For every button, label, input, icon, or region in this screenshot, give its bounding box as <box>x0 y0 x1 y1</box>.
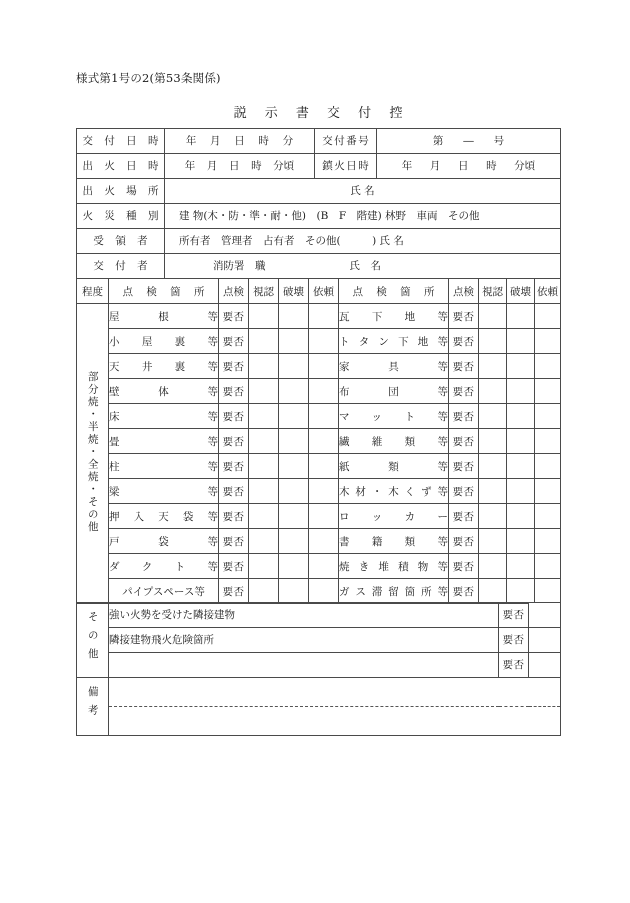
inspection-yesno-right[interactable] <box>449 479 479 504</box>
col-check-left: 点検 <box>219 279 249 304</box>
inspection-visual-right[interactable] <box>479 329 507 354</box>
inspection-destroy-left[interactable] <box>279 404 309 429</box>
inspection-item-left <box>109 479 219 504</box>
inspection-request-left[interactable] <box>309 529 339 554</box>
field-fire-type[interactable]: 建 物(木・防・準・耐・他) (B F 階建) 林野 車両 その他 <box>165 204 561 229</box>
inspection-yesno-left[interactable] <box>219 329 249 354</box>
extinguish-day: 日 <box>457 159 469 172</box>
inspection-row <box>77 554 561 579</box>
col-request-right: 依頼 <box>535 279 561 304</box>
inspection-destroy-left[interactable] <box>279 429 309 454</box>
inspection-item-left-text: 天井裏等 <box>109 360 218 373</box>
inspection-destroy-right[interactable] <box>507 404 535 429</box>
inspection-request-right[interactable] <box>535 379 561 404</box>
inspection-row <box>77 354 561 379</box>
other-row-1 <box>77 603 561 628</box>
col-visual-left: 視認 <box>249 279 279 304</box>
inspection-request-left[interactable] <box>309 554 339 579</box>
inspection-destroy-right[interactable] <box>507 329 535 354</box>
label-other-text: その他 <box>86 610 99 667</box>
inspection-item-right <box>339 504 449 529</box>
inspection-yesno-right-text: 要否 <box>452 460 475 473</box>
inspection-item-right <box>339 354 449 379</box>
inspection-request-left[interactable] <box>309 404 339 429</box>
inspection-item-left-text: 柱等 <box>109 460 218 473</box>
ignition-month: 月 <box>206 159 218 172</box>
inspection-visual-left[interactable] <box>249 429 279 454</box>
inspection-visual-left[interactable] <box>249 504 279 529</box>
field-ignition-datetime[interactable] <box>165 154 315 179</box>
inspection-yesno-right-text: 要否 <box>452 585 475 598</box>
inspection-item-right <box>339 554 449 579</box>
inspection-item-left <box>109 379 219 404</box>
inspection-item-right-text: ロッカー <box>339 510 448 523</box>
inspection-destroy-right[interactable] <box>507 379 535 404</box>
inspection-visual-right[interactable] <box>479 579 507 604</box>
row-ignition-place <box>77 179 561 204</box>
inspection-item-right-text: 布団等 <box>339 385 448 398</box>
inspection-yesno-right-text: 要否 <box>452 385 475 398</box>
inspection-yesno-left[interactable] <box>219 504 249 529</box>
col-destroy-right: 破壊 <box>507 279 535 304</box>
inspection-yesno-left[interactable] <box>219 579 249 604</box>
inspection-visual-left[interactable] <box>249 379 279 404</box>
inspection-request-right[interactable] <box>535 304 561 329</box>
inspection-destroy-left[interactable] <box>279 504 309 529</box>
ignition-hour: 時 <box>251 159 262 172</box>
inspection-visual-left[interactable] <box>249 579 279 604</box>
inspection-item-right-text: 繊維類等 <box>339 435 448 448</box>
inspection-item-left <box>109 579 219 604</box>
field-issue-number[interactable] <box>377 129 561 154</box>
inspection-visual-right[interactable] <box>479 379 507 404</box>
field-recipient[interactable]: 所有者 管理者 占有者 その他( ) 氏 名 <box>165 229 561 254</box>
issue-minute: 分 <box>282 134 294 147</box>
extinguish-minute: 分頃 <box>514 159 536 172</box>
inspection-item-right-text: ガス滞留箇所等 <box>339 585 448 598</box>
inspection-yesno-right-text: 要否 <box>452 535 475 548</box>
inspection-yesno-left-text: 要否 <box>222 435 245 448</box>
inspection-destroy-right[interactable] <box>507 554 535 579</box>
inspection-item-right-text: マット等 <box>339 410 448 423</box>
inspection-visual-right[interactable] <box>479 304 507 329</box>
other-text-2[interactable]: 隣接建物飛火危険箇所 <box>109 628 499 653</box>
col-check-right: 点検 <box>449 279 479 304</box>
inspection-item-left-text: 壁体等 <box>109 385 218 398</box>
inspection-destroy-right[interactable] <box>507 454 535 479</box>
inspection-request-right[interactable] <box>535 354 561 379</box>
ignition-day: 日 <box>228 159 240 172</box>
inspection-item-left <box>109 354 219 379</box>
inspection-request-right[interactable] <box>535 504 561 529</box>
inspection-destroy-right[interactable] <box>507 479 535 504</box>
inspection-yesno-right[interactable] <box>449 329 479 354</box>
inspection-destroy-left[interactable] <box>279 304 309 329</box>
inspection-destroy-right[interactable] <box>507 304 535 329</box>
inspection-item-right <box>339 479 449 504</box>
inspection-destroy-right[interactable] <box>507 354 535 379</box>
inspection-item-left <box>109 304 219 329</box>
inspection-item-right-text: 瓦下地等 <box>339 310 448 323</box>
inspection-yesno-right[interactable] <box>449 504 479 529</box>
inspection-row <box>77 379 561 404</box>
inspection-request-right[interactable] <box>535 404 561 429</box>
inspection-yesno-left-text: 要否 <box>222 385 245 398</box>
inspection-item-right-text: 家具等 <box>339 360 448 373</box>
inspection-destroy-right[interactable] <box>507 579 535 604</box>
inspection-item-right-text: 焼き堆積物等 <box>339 560 448 573</box>
inspection-visual-left[interactable] <box>249 304 279 329</box>
degree-cell <box>77 304 109 604</box>
inspection-yesno-left-text: 要否 <box>222 585 245 598</box>
col-place-right: 点 検 箇 所 <box>339 279 449 304</box>
inspection-request-left[interactable] <box>309 354 339 379</box>
inspection-request-right[interactable] <box>535 579 561 604</box>
inspection-yesno-left[interactable] <box>219 379 249 404</box>
other-text-1[interactable]: 強い火勢を受けた隣接建物 <box>109 603 499 628</box>
inspection-yesno-right-text: 要否 <box>452 485 475 498</box>
label-remarks-text: 備考 <box>86 686 99 724</box>
other-yesno-2[interactable]: 要否 <box>499 628 529 653</box>
col-degree: 程度 <box>77 279 109 304</box>
inspection-yesno-right[interactable] <box>449 429 479 454</box>
label-recipient: 受 領 者 <box>77 229 165 254</box>
inspection-yesno-left-text: 要否 <box>222 335 245 348</box>
inspection-item-left <box>109 529 219 554</box>
label-remarks-section <box>77 678 109 736</box>
inspection-visual-right[interactable] <box>479 454 507 479</box>
inspection-visual-left[interactable] <box>249 404 279 429</box>
inspection-item-right <box>339 579 449 604</box>
inspection-item-left-text: 屋根等 <box>109 310 218 323</box>
inspection-yesno-right-text: 要否 <box>452 335 475 348</box>
inspection-visual-right[interactable] <box>479 554 507 579</box>
header-table <box>76 128 561 279</box>
inspection-visual-left[interactable] <box>249 529 279 554</box>
inspection-item-right <box>339 454 449 479</box>
inspection-request-left[interactable] <box>309 454 339 479</box>
inspection-item-right <box>339 329 449 354</box>
inspection-yesno-left[interactable] <box>219 554 249 579</box>
inspection-yesno-right-text: 要否 <box>452 360 475 373</box>
inspection-destroy-left[interactable] <box>279 354 309 379</box>
inspection-item-left-text: 押入天袋等 <box>109 510 218 523</box>
label-extinguish-datetime: 鎮火日時 <box>315 154 377 179</box>
inspection-yesno-left-text: 要否 <box>222 560 245 573</box>
inspection-yesno-right[interactable] <box>449 554 479 579</box>
inspection-item-right <box>339 379 449 404</box>
field-extinguish-datetime[interactable] <box>377 154 561 179</box>
inspection-visual-left[interactable] <box>249 329 279 354</box>
inspection-visual-right[interactable] <box>479 354 507 379</box>
inspection-row <box>77 454 561 479</box>
other-blank-1[interactable] <box>529 603 561 628</box>
inspection-destroy-left[interactable] <box>279 379 309 404</box>
inspection-item-right-text: トタン下地等 <box>339 335 448 348</box>
col-place-left: 点 検 箇 所 <box>109 279 219 304</box>
inspection-destroy-left[interactable] <box>279 454 309 479</box>
issue-month: 月 <box>210 134 221 147</box>
inspection-destroy-left[interactable] <box>279 329 309 354</box>
inspection-yesno-right[interactable] <box>449 379 479 404</box>
inspection-request-left[interactable] <box>309 479 339 504</box>
inspection-item-left <box>109 504 219 529</box>
inspection-row <box>77 479 561 504</box>
inspection-item-right-text: 書籍類等 <box>339 535 448 548</box>
row-recipient <box>77 229 561 254</box>
inspection-visual-right[interactable] <box>479 529 507 554</box>
issue-no-prefix: 第 <box>432 134 444 147</box>
extinguish-hour: 時 <box>486 159 497 172</box>
inspection-item-left <box>109 329 219 354</box>
inspection-yesno-left-text: 要否 <box>222 310 245 323</box>
inspection-row <box>77 404 561 429</box>
inspection-yesno-right-text: 要否 <box>452 510 475 523</box>
inspection-row <box>77 429 561 454</box>
inspection-yesno-left-text: 要否 <box>222 485 245 498</box>
field-issuer[interactable]: 消防署 職 氏 名 <box>165 254 561 279</box>
col-request-left: 依頼 <box>309 279 339 304</box>
inspection-visual-right[interactable] <box>479 504 507 529</box>
other-blank-2[interactable] <box>529 628 561 653</box>
inspection-item-left-text: パイプスペース等 <box>122 585 205 598</box>
inspection-visual-right[interactable] <box>479 404 507 429</box>
degree-label: 部分焼・半焼・全焼・その他 <box>86 370 99 534</box>
other-row-2 <box>77 628 561 653</box>
inspection-yesno-right[interactable] <box>449 354 479 379</box>
inspection-header-row <box>77 279 561 304</box>
inspection-item-right <box>339 404 449 429</box>
form-number: 様式第1号の2(第53条関係) <box>76 71 221 85</box>
inspection-request-left[interactable] <box>309 504 339 529</box>
inspection-item-right <box>339 529 449 554</box>
inspection-yesno-left-text: 要否 <box>222 460 245 473</box>
inspection-yesno-right[interactable] <box>449 529 479 554</box>
row-issue-datetime <box>77 129 561 154</box>
inspection-request-right[interactable] <box>535 554 561 579</box>
other-blank-3[interactable] <box>529 653 561 678</box>
remarks-line-1[interactable] <box>109 678 561 707</box>
col-destroy-left: 破壊 <box>279 279 309 304</box>
other-text-3[interactable] <box>109 653 499 678</box>
inspection-item-right <box>339 304 449 329</box>
label-ignition-place: 出 火 場 所 <box>77 179 165 204</box>
label-issue-number: 交付番号 <box>315 129 377 154</box>
inspection-yesno-left[interactable] <box>219 454 249 479</box>
inspection-yesno-right-text: 要否 <box>452 310 475 323</box>
inspection-yesno-right-text: 要否 <box>452 560 475 573</box>
other-row-3 <box>77 653 561 678</box>
inspection-yesno-left[interactable] <box>219 529 249 554</box>
inspection-yesno-left-text: 要否 <box>222 410 245 423</box>
inspection-yesno-right[interactable] <box>449 579 479 604</box>
col-visual-right: 視認 <box>479 279 507 304</box>
inspection-item-left <box>109 554 219 579</box>
document-title: 説 示 書 交 付 控 <box>233 106 410 121</box>
row-issuer <box>77 254 561 279</box>
issue-day: 日 <box>234 134 245 147</box>
inspection-request-left[interactable] <box>309 329 339 354</box>
inspection-item-left <box>109 429 219 454</box>
inspection-request-right[interactable] <box>535 479 561 504</box>
inspection-request-right[interactable] <box>535 329 561 354</box>
issue-year: 年 <box>185 134 197 147</box>
inspection-item-left-text: 床等 <box>109 410 218 423</box>
label-issue-datetime: 交 付 日 時 <box>77 129 165 154</box>
inspection-destroy-left[interactable] <box>279 579 309 604</box>
remarks-row-1 <box>77 678 561 707</box>
other-yesno-3[interactable]: 要否 <box>499 653 529 678</box>
field-issue-datetime[interactable] <box>165 129 315 154</box>
issue-hour: 時 <box>258 134 269 147</box>
inspection-item-right-text: 木材・木くず等 <box>339 485 448 498</box>
inspection-destroy-left[interactable] <box>279 529 309 554</box>
other-yesno-1[interactable]: 要否 <box>499 603 529 628</box>
inspection-yesno-right[interactable] <box>449 454 479 479</box>
extinguish-year: 年 <box>401 159 413 172</box>
inspection-request-left[interactable] <box>309 379 339 404</box>
inspection-item-left-text: 小屋裏等 <box>109 335 218 348</box>
inspection-yesno-right[interactable] <box>449 404 479 429</box>
issue-no-suffix: 号 <box>493 134 505 147</box>
ignition-year: 年 <box>184 159 196 172</box>
ignition-minute: 分頃 <box>273 159 295 172</box>
inspection-yesno-left-text: 要否 <box>222 360 245 373</box>
inspection-yesno-left-text: 要否 <box>222 510 245 523</box>
inspection-destroy-right[interactable] <box>507 529 535 554</box>
label-ignition-datetime: 出 火 日 時 <box>77 154 165 179</box>
inspection-request-right[interactable] <box>535 529 561 554</box>
inspection-yesno-left[interactable] <box>219 404 249 429</box>
inspection-destroy-left[interactable] <box>279 554 309 579</box>
inspection-request-left[interactable] <box>309 429 339 454</box>
remarks-row-2 <box>77 707 561 736</box>
other-remarks-table <box>76 602 561 736</box>
inspection-visual-left[interactable] <box>249 354 279 379</box>
row-fire-type <box>77 204 561 229</box>
inspection-destroy-left[interactable] <box>279 479 309 504</box>
inspection-row <box>77 304 561 329</box>
inspection-item-left-text: ダクト等 <box>109 560 218 573</box>
inspection-yesno-right-text: 要否 <box>452 435 475 448</box>
inspection-item-right-text: 紙類等 <box>339 460 448 473</box>
inspection-item-left-text: 梁等 <box>109 485 218 498</box>
inspection-item-left <box>109 404 219 429</box>
inspection-visual-left[interactable] <box>249 479 279 504</box>
inspection-row <box>77 329 561 354</box>
inspection-request-right[interactable] <box>535 454 561 479</box>
inspection-row <box>77 529 561 554</box>
inspection-item-left <box>109 454 219 479</box>
remarks-line-2[interactable] <box>109 707 561 736</box>
label-other-section <box>77 603 109 678</box>
inspection-yesno-left-text: 要否 <box>222 535 245 548</box>
inspection-destroy-right[interactable] <box>507 429 535 454</box>
inspection-yesno-right-text: 要否 <box>452 410 475 423</box>
inspection-visual-left[interactable] <box>249 454 279 479</box>
issue-no-dash: ― <box>463 134 474 147</box>
label-issuer: 交 付 者 <box>77 254 165 279</box>
label-fire-type: 火 災 種 別 <box>77 204 165 229</box>
inspection-yesno-left[interactable] <box>219 354 249 379</box>
field-ignition-place[interactable]: 氏 名 <box>165 179 561 204</box>
inspection-yesno-right[interactable] <box>449 304 479 329</box>
inspection-row <box>77 579 561 604</box>
inspection-destroy-right[interactable] <box>507 504 535 529</box>
inspection-visual-left[interactable] <box>249 554 279 579</box>
inspection-visual-right[interactable] <box>479 429 507 454</box>
inspection-table <box>76 278 561 604</box>
inspection-yesno-left[interactable] <box>219 429 249 454</box>
inspection-row <box>77 504 561 529</box>
inspection-yesno-left[interactable] <box>219 304 249 329</box>
inspection-request-left[interactable] <box>309 304 339 329</box>
inspection-item-left-text: 畳等 <box>109 435 218 448</box>
inspection-request-left[interactable] <box>309 579 339 604</box>
extinguish-month: 月 <box>429 159 441 172</box>
inspection-request-right[interactable] <box>535 429 561 454</box>
inspection-item-right <box>339 429 449 454</box>
row-ignition-datetime <box>77 154 561 179</box>
inspection-item-left-text: 戸袋等 <box>109 535 218 548</box>
inspection-yesno-left[interactable] <box>219 479 249 504</box>
inspection-visual-right[interactable] <box>479 479 507 504</box>
